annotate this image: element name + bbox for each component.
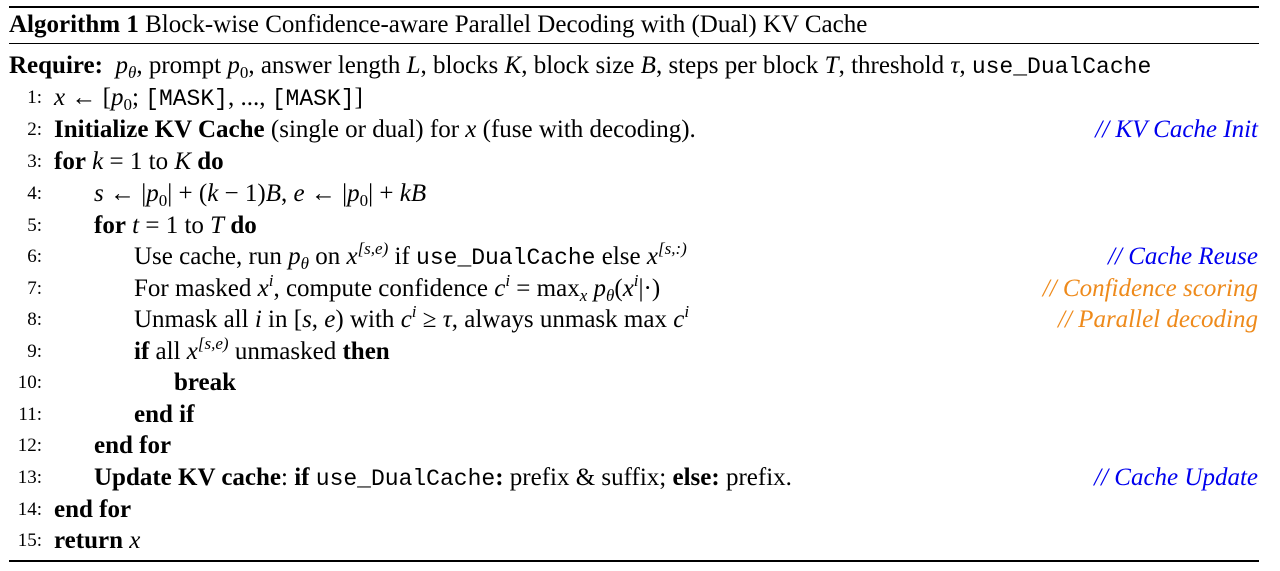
comment-cache-update: // Cache Update — [1094, 464, 1258, 491]
line-number: 15: — [17, 530, 42, 551]
line-number: 11: — [18, 404, 42, 425]
line-number: 5: — [27, 215, 42, 236]
line-code: end for — [94, 432, 172, 459]
algo-line-11 — [0, 399, 1280, 431]
line-number: 12: — [17, 435, 42, 456]
comment-cache-reuse: // Cache Reuse — [1108, 243, 1258, 270]
bottom-rule — [9, 560, 1259, 562]
line-code: Update KV cache: if use_DualCache: prefix & suffix; else: prefix. — [94, 464, 792, 492]
algo-line-9 — [0, 336, 1280, 368]
algorithm-caption — [9, 9, 867, 41]
top-rule — [9, 6, 1259, 8]
comment-confidence-scoring: // Confidence scoring — [1042, 275, 1258, 302]
algo-line-14 — [0, 494, 1280, 526]
require-line — [0, 50, 1280, 82]
line-code: For masked $x^i$, compute confidence $c^i = \max_x p_\theta(x^i|\cdot)$ — [134, 271, 661, 305]
algo-line-12 — [0, 430, 1280, 462]
algo-line-4 — [0, 178, 1280, 210]
line-number: 6: — [27, 246, 42, 267]
line-number: 1: — [27, 87, 42, 108]
comment-kv-cache-init: // KV Cache Init — [1095, 116, 1258, 143]
algo-line-10 — [0, 367, 1280, 399]
algorithm-title: Block-wise Confidence-aware Parallel Decoding with (Dual) KV Cache — [145, 11, 868, 38]
line-code: for k = 1 to K do — [54, 148, 224, 175]
line-code: end if — [134, 401, 195, 428]
require-text: Require: $p_\theta$, prompt $p_0$, answer length L, blocks K, block size B, steps per block T, threshold τ, use_DualCache — [9, 52, 1152, 82]
algo-line-3 — [0, 146, 1280, 178]
line-number: 9: — [27, 341, 42, 362]
line-number: 8: — [27, 309, 42, 330]
algo-line-15 — [0, 525, 1280, 557]
line-code: Use cache, run $p_\theta$ on $x^{[s,e)}$ if use_DualCache else $x^{[s,:)}$ — [134, 239, 687, 273]
algo-line-5 — [0, 210, 1280, 242]
algorithm-label: Algorithm 1 — [9, 11, 139, 38]
line-code: Initialize KV Cache (single or dual) for x (fuse with decoding). — [54, 116, 696, 143]
comment-parallel-decoding: // Parallel decoding — [1058, 306, 1258, 333]
algo-line-1 — [0, 82, 1280, 114]
line-code: for t = 1 to T do — [94, 212, 257, 239]
algo-line-8 — [0, 304, 1280, 336]
algo-line-7 — [0, 273, 1280, 305]
line-number: 10: — [17, 372, 42, 393]
line-number: 2: — [27, 119, 42, 140]
line-code: x ← [$p_0$; [MASK], ..., [MASK]] — [54, 84, 363, 114]
algo-line-6 — [0, 241, 1280, 273]
line-code: Unmask all i in [s, e) with $c^i \ge \tau$, always unmask $\max c^i$ — [134, 302, 690, 333]
algo-line-13 — [0, 462, 1280, 494]
line-number: 13: — [17, 467, 42, 488]
line-number: 4: — [27, 183, 42, 204]
line-code: return x — [54, 527, 141, 554]
line-code: end for — [54, 496, 132, 523]
line-code: break — [174, 369, 237, 396]
line-code: if all $x^{[s,e)}$ unmasked then — [134, 334, 390, 365]
algo-line-2 — [0, 114, 1280, 146]
caption-rule — [9, 43, 1259, 44]
line-number: 7: — [27, 278, 42, 299]
line-code: s ← $|p_0| + (k - 1)B$, e ← $|p_0|$ + kB — [94, 180, 427, 210]
line-number: 3: — [27, 151, 42, 172]
line-number: 14: — [17, 499, 42, 520]
